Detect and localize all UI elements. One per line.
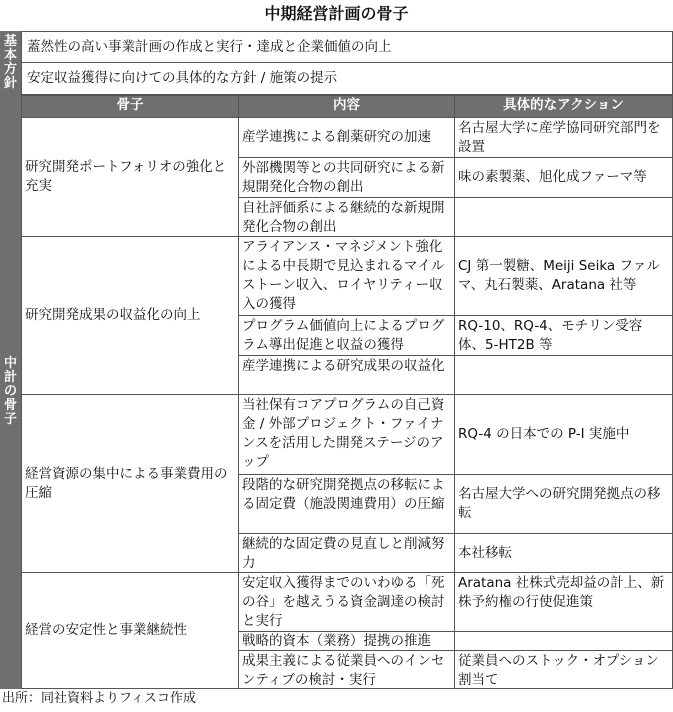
pillar-cell: 経営の安定性と事業継続性 <box>21 572 239 689</box>
content-cell: 安定収入獲得までのいわゆる「死の谷」を越えうる資金調達の検討と実行 <box>238 572 455 632</box>
plan-label: 中計の骨子 <box>0 95 21 689</box>
action-cell: Aratana 社株式売却益の計上、新株予約権の行使促進策 <box>454 572 673 632</box>
pillar-cell: 経営資源の集中による事業費用の圧縮 <box>21 394 239 573</box>
content-cell: プログラム価値向上によるプログラム導出促進と収益の獲得 <box>238 315 455 356</box>
column-header: 具体的なアクション <box>454 95 673 118</box>
action-cell <box>454 355 673 395</box>
action-cell: 名古屋大学に産学協同研究部門を設置 <box>454 117 673 158</box>
content-cell: 当社保有コアプログラムの自己資金 / 外部プロジェクト・ファイナンスを活用した開発ステージのアップ <box>238 394 455 475</box>
basic-policy-item: 蓋然性の高い事業計画の作成と実行・達成と企業価値の向上 <box>21 31 673 63</box>
column-header: 骨子 <box>21 95 239 118</box>
content-cell: 外部機関等との共同研究による新規開発化合物の創出 <box>238 157 455 198</box>
action-cell: 本社移転 <box>454 533 673 573</box>
content-cell: 産学連携による研究成果の収益化 <box>238 355 455 395</box>
pillar-cell: 研究開発ポートフォリオの強化と充実 <box>21 117 239 237</box>
action-cell <box>454 197 673 237</box>
action-cell: 従業員へのストック・オプション割当て <box>454 650 673 689</box>
basic-policy-label: 基本方針 <box>0 31 21 95</box>
action-cell: RQ-4 の日本での P-I 実施中 <box>454 394 673 475</box>
content-cell: 成果主義による従業員へのインセンティブの検討・実行 <box>238 650 455 689</box>
content-cell: アライアンス・マネジメント強化による中長期で見込まれるマイルストーン収入、ロイヤリティー収入の獲得 <box>238 236 455 316</box>
column-header: 内容 <box>238 95 455 118</box>
basic-policy-item: 安定収益獲得に向けての具体的な方針 / 施策の提示 <box>21 62 673 95</box>
action-cell: RQ-10、RQ-4、モチリン受容体、5-HT2B 等 <box>454 315 673 356</box>
action-cell: CJ 第一製糖、Meiji Seika ファルマ、丸石製薬、Aratana 社等 <box>454 236 673 316</box>
pillar-cell: 研究開発成果の収益化の向上 <box>21 236 239 395</box>
content-cell: 戦略的資本（業務）提携の推進 <box>238 631 455 651</box>
action-cell: 味の素製薬、旭化成ファーマ等 <box>454 157 673 198</box>
source-note: 出所：同社資料よりフィスコ作成 <box>2 691 196 706</box>
action-cell <box>454 631 673 651</box>
action-cell: 名古屋大学への研究開発拠点の移転 <box>454 474 673 534</box>
page-title: 中期経営計画の骨子 <box>264 4 409 23</box>
content-cell: 継続的な固定費の見直しと削減努力 <box>238 533 455 573</box>
content-cell: 産学連携による創薬研究の加速 <box>238 117 455 158</box>
content-cell: 段階的な研究開発拠点の移転による固定費（施設関連費用）の圧縮 <box>238 474 455 534</box>
content-cell: 自社評価系による継続的な新規開発化合物の創出 <box>238 197 455 237</box>
